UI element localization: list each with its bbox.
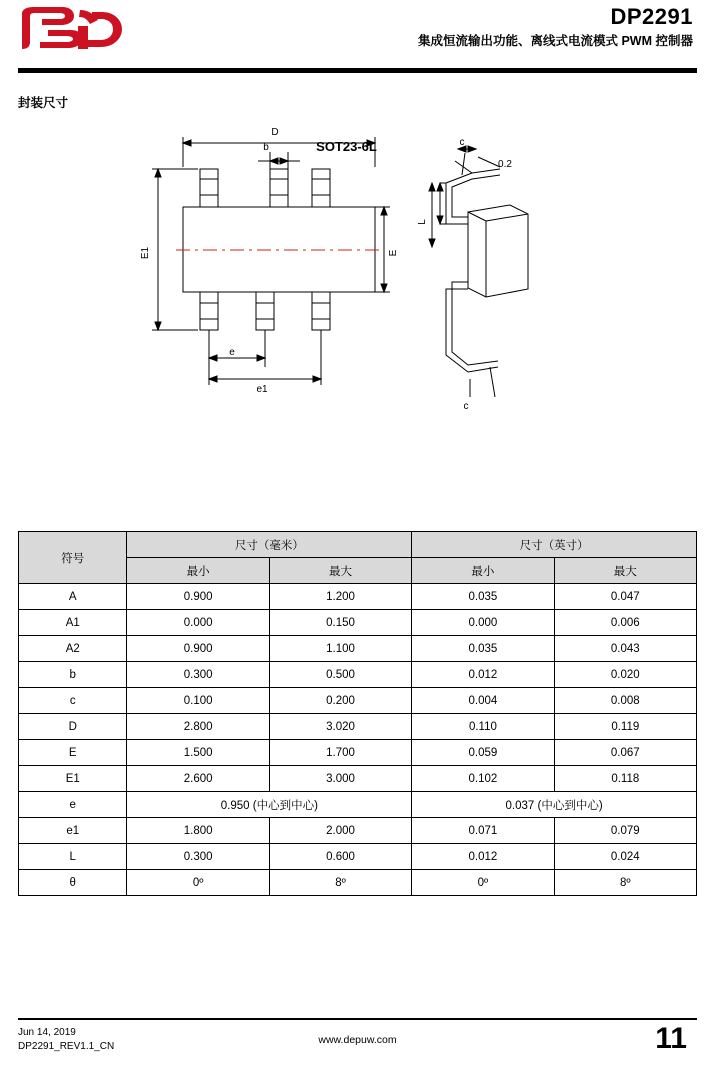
table-row — [19, 844, 697, 870]
depuw-logo-icon — [18, 6, 130, 50]
cell-symbol: A1 — [19, 610, 127, 636]
cell-symbol: A — [19, 584, 127, 610]
cell-inch-max: 0.020 — [554, 662, 696, 688]
label-L: L — [417, 219, 428, 225]
cell-symbol: c — [19, 688, 127, 714]
cell-symbol: E1 — [19, 766, 127, 792]
table-row — [19, 870, 697, 896]
cell-mm-span: 0.950 (中心到中心) — [127, 792, 412, 818]
th-inch: 尺寸（英寸） — [412, 532, 697, 558]
cell-mm-max: 0.200 — [269, 688, 411, 714]
footer-page-number: 11 — [655, 1022, 687, 1055]
cell-mm-min: 0.100 — [127, 688, 269, 714]
cell-mm-max: 1.700 — [269, 740, 411, 766]
cell-inch-min: 0.004 — [412, 688, 554, 714]
th-symbol: 符号 — [19, 532, 127, 584]
cell-inch-max: 0.043 — [554, 636, 696, 662]
cell-inch-min: 0.000 — [412, 610, 554, 636]
label-b: b — [263, 142, 269, 153]
cell-inch-min: 0.035 — [412, 636, 554, 662]
table-row — [19, 766, 697, 792]
cell-mm-max: 1.100 — [269, 636, 411, 662]
cell-inch-min: 0.071 — [412, 818, 554, 844]
cell-inch-min: 0.059 — [412, 740, 554, 766]
table-row — [19, 584, 697, 610]
cell-inch-max: 0.024 — [554, 844, 696, 870]
cell-mm-max: 0.150 — [269, 610, 411, 636]
table-header-row-1 — [19, 532, 697, 558]
cell-mm-max: 1.200 — [269, 584, 411, 610]
cell-inch-min: 0º — [412, 870, 554, 896]
cell-inch-max: 0.118 — [554, 766, 696, 792]
page-title: DP2291 — [610, 4, 693, 29]
footer-website: www.depuw.com — [318, 1034, 397, 1046]
cell-inch-max: 0.008 — [554, 688, 696, 714]
th-in-min: 最小 — [412, 558, 554, 584]
cell-symbol: A2 — [19, 636, 127, 662]
table-row — [19, 792, 697, 818]
cell-mm-max: 3.000 — [269, 766, 411, 792]
cell-symbol: D — [19, 714, 127, 740]
cell-mm-min: 1.800 — [127, 818, 269, 844]
package-name-label: SOT23-6L — [316, 139, 377, 154]
cell-mm-min: 2.800 — [127, 714, 269, 740]
label-D: D — [271, 127, 279, 138]
package-outline-svg — [0, 117, 715, 517]
cell-mm-min: 0º — [127, 870, 269, 896]
label-c-top: c — [459, 137, 465, 148]
page-footer — [18, 1018, 697, 1066]
table-row — [19, 740, 697, 766]
cell-mm-max: 8º — [269, 870, 411, 896]
cell-mm-min: 0.300 — [127, 662, 269, 688]
th-in-max: 最大 — [554, 558, 696, 584]
cell-symbol: b — [19, 662, 127, 688]
cell-symbol: E — [19, 740, 127, 766]
table-body — [19, 584, 697, 896]
table-row — [19, 610, 697, 636]
cell-mm-min: 0.000 — [127, 610, 269, 636]
footer-date: Jun 14, 2019 — [18, 1027, 76, 1038]
cell-inch-span: 0.037 (中心到中心) — [412, 792, 697, 818]
label-angle-note: 0.2 — [498, 159, 512, 170]
label-c-bottom: c — [463, 401, 469, 412]
cell-mm-max: 0.500 — [269, 662, 411, 688]
th-mm: 尺寸（毫米） — [127, 532, 412, 558]
cell-inch-min: 0.035 — [412, 584, 554, 610]
label-e1: e1 — [256, 384, 268, 395]
label-E: E — [388, 249, 399, 257]
cell-mm-max: 2.000 — [269, 818, 411, 844]
cell-inch-max: 0.047 — [554, 584, 696, 610]
cell-mm-min: 0.900 — [127, 636, 269, 662]
cell-mm-max: 3.020 — [269, 714, 411, 740]
cell-inch-min: 0.012 — [412, 844, 554, 870]
label-E1: E1 — [140, 246, 151, 260]
table-row — [19, 818, 697, 844]
cell-mm-max: 0.600 — [269, 844, 411, 870]
cell-inch-min: 0.102 — [412, 766, 554, 792]
cell-inch-max: 8º — [554, 870, 696, 896]
cell-mm-min: 2.600 — [127, 766, 269, 792]
section-heading: 封装尺寸 — [18, 96, 69, 110]
cell-inch-max: 0.006 — [554, 610, 696, 636]
cell-inch-max: 0.067 — [554, 740, 696, 766]
cell-symbol: L — [19, 844, 127, 870]
footer-divider — [18, 1018, 697, 1020]
cell-mm-min: 0.300 — [127, 844, 269, 870]
table-row — [19, 714, 697, 740]
cell-symbol: e — [19, 792, 127, 818]
footer-doc-id: DP2291_REV1.1_CN — [18, 1041, 115, 1052]
cell-symbol: e1 — [19, 818, 127, 844]
dimension-table-wrapper — [18, 531, 697, 896]
th-mm-max: 最大 — [269, 558, 411, 584]
th-mm-min: 最小 — [127, 558, 269, 584]
cell-mm-min: 0.900 — [127, 584, 269, 610]
cell-symbol: θ — [19, 870, 127, 896]
page-header — [0, 0, 715, 62]
cell-inch-min: 0.110 — [412, 714, 554, 740]
cell-mm-min: 1.500 — [127, 740, 269, 766]
cell-inch-min: 0.012 — [412, 662, 554, 688]
page-subtitle: 集成恒流输出功能、离线式电流模式 PWM 控制器 — [418, 34, 693, 48]
table-row — [19, 662, 697, 688]
package-drawing — [0, 117, 715, 517]
table-row — [19, 688, 697, 714]
cell-inch-max: 0.079 — [554, 818, 696, 844]
table-row — [19, 636, 697, 662]
cell-inch-max: 0.119 — [554, 714, 696, 740]
label-e: e — [229, 347, 235, 358]
dimension-table — [18, 531, 697, 896]
header-divider — [18, 68, 697, 73]
